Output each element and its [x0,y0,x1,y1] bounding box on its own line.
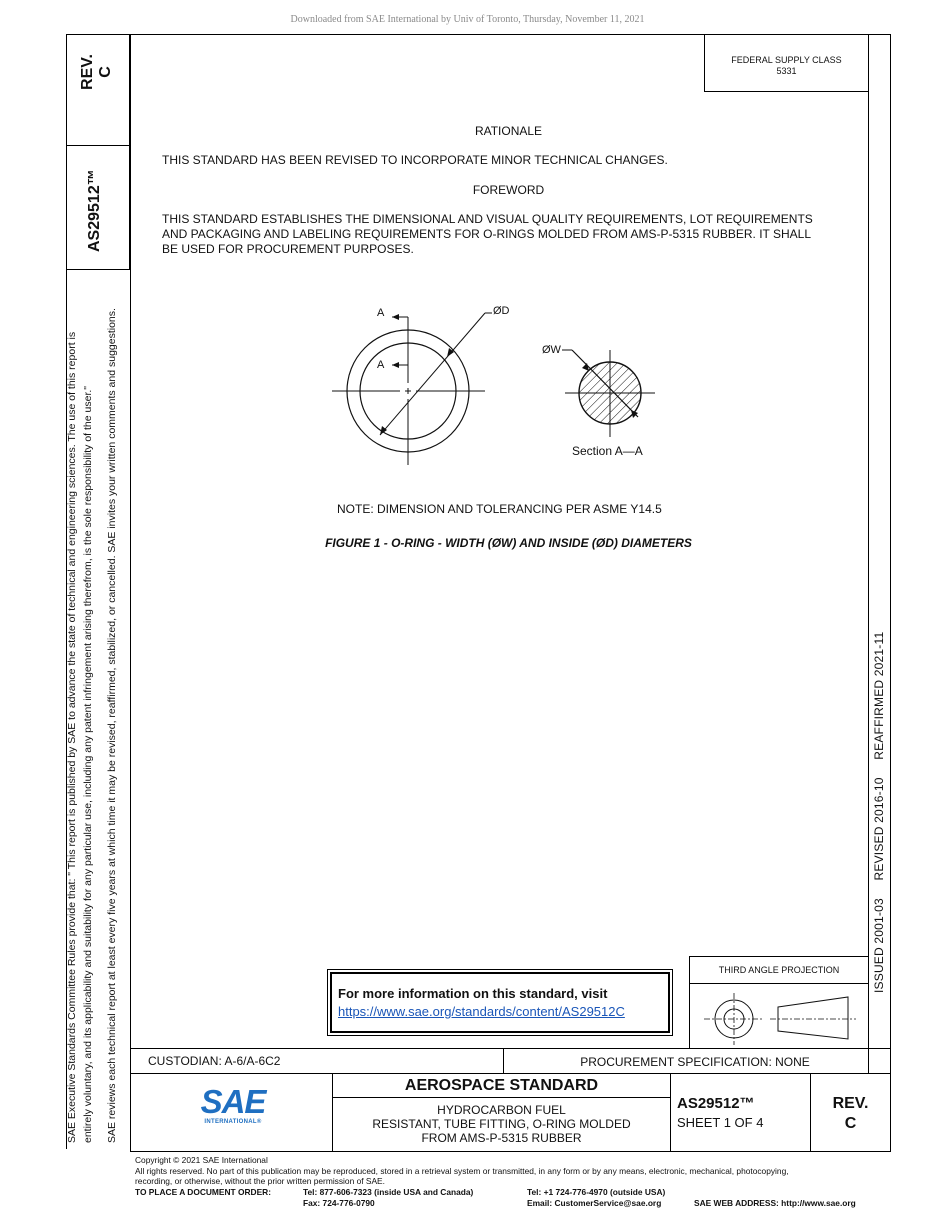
tel-intl: Tel: +1 724-776-4970 (outside USA) [527,1187,666,1197]
foreword-heading: FOREWORD [472,183,545,197]
reaffirmed-date: REAFFIRMED 2021-11 [872,631,886,760]
download-note: Downloaded from SAE International by Univ of Toronto, Thursday, November 11, 2021 [290,14,645,25]
standard-link[interactable]: https://www.sae.org/standards/content/AS29512C [338,1004,625,1019]
info-box [327,969,673,1036]
notice-line-3: SAE reviews each technical report at least every five years at which time it may be revised, reaffirmed, stabilized, or cancelled. SAE invites your written comments and suggestions. [106,308,118,1143]
rights-line-1: All rights reserved. No part of this publication may be reproduced, stored in a retrieval system or transmitted, in any form or by any means, electronic, mechanical, photocopying, [135,1165,789,1176]
supply-class-number: 5331 [776,66,797,76]
label-ow: ØW [542,344,561,356]
supply-class-label: FEDERAL SUPPLY CLASS [731,55,842,65]
tel-us: Tel: 877-606-7323 (inside USA and Canada) [303,1187,474,1197]
issued-date: ISSUED 2001-03 [872,898,886,993]
rights-line-2: recording, or otherwise, without the prior written permission of SAE. [135,1176,385,1186]
foreword-text: THIS STANDARD ESTABLISHES THE DIMENSIONAL AND VISUAL QUALITY REQUIREMENTS, LOT REQUIREMENTS AND PACKAGING AND LABELING REQUIREMENTS FOR O-RINGS MOLDED FROM AMS-P-5315 RUBBER. IT SHALL BE USED FOR PROCUREMENT PURPOSES. [162,212,813,256]
figure-caption: FIGURE 1 - O-RING - WIDTH (ØW) AND INSIDE (ØD) DIAMETERS [325,536,692,550]
supply-class-box [705,55,868,77]
left-rev-block [79,32,115,112]
label-a-top: A [377,307,385,319]
projection-symbol [690,985,868,1047]
main-frame-top [130,34,891,35]
left-rev-label: REV. [79,54,96,90]
title-rev-label: REV. [832,1095,869,1112]
web-address[interactable]: SAE WEB ADDRESS: http://www.sae.org [694,1198,856,1208]
figure-note: NOTE: DIMENSION AND TOLERANCING PER ASME Y14.5 [337,502,662,516]
sae-logo-text: SAE [200,1083,266,1120]
order-contact-intl [527,1187,665,1208]
sheet-number: SHEET 1 OF 4 [677,1115,764,1130]
standard-type: AEROSPACE STANDARD [404,1077,599,1094]
copyright: Copyright © 2021 SAE International [135,1155,268,1165]
notice-line-2: entirely voluntary, and its applicability and suitability for any particular use, including any patent infringement arising therefrom, is the sole responsibility of the user." [82,385,94,1143]
rationale-heading: RATIONALE [474,124,543,138]
title-rev-value: C [844,1115,857,1132]
fax: Fax: 724-776-0790 [303,1197,375,1208]
main-frame-left [130,34,131,1151]
sae-logo-sub: INTERNATIONAL® [204,1119,262,1125]
revision-history [872,632,886,993]
title-rev [811,1094,890,1134]
title-doc-number: AS29512™ [677,1095,755,1112]
revised-date: REVISED 2016-10 [872,777,886,881]
projection-label: THIRD ANGLE PROJECTION [718,965,840,975]
document-title: HYDROCARBON FUEL RESISTANT, TUBE FITTING, O-RING MOLDED FROM AMS-P-5315 RUBBER [372,1103,631,1145]
left-rev-value: C [97,66,114,78]
label-od: ØD [493,305,510,317]
email[interactable]: Email: CustomerService@sae.org [527,1197,662,1208]
procurement-spec: PROCUREMENT SPECIFICATION: NONE [580,1055,810,1069]
footer [135,1155,895,1187]
section-label: Section A—A [572,444,643,458]
notice-line-1: SAE Executive Standards Committee Rules provide that: " This report is published by SAE to advance the state of technical and engineering sciences. The use of this report is [66,331,78,1143]
sae-logo [185,1085,281,1125]
order-contact-us [303,1187,473,1208]
main-frame-right [890,34,891,1151]
rationale-text: THIS STANDARD HAS BEEN REVISED TO INCORPORATE MINOR TECHNICAL CHANGES. [162,153,668,167]
info-heading: For more information on this standard, visit [338,986,608,1001]
label-a-mid: A [377,359,385,371]
section-view [562,350,655,437]
custodian: CUSTODIAN: A-6/A-6C2 [148,1054,281,1068]
left-doc-number: AS29512™ [86,169,103,252]
front-view [332,313,492,465]
order-label: TO PLACE A DOCUMENT ORDER: [135,1187,272,1197]
